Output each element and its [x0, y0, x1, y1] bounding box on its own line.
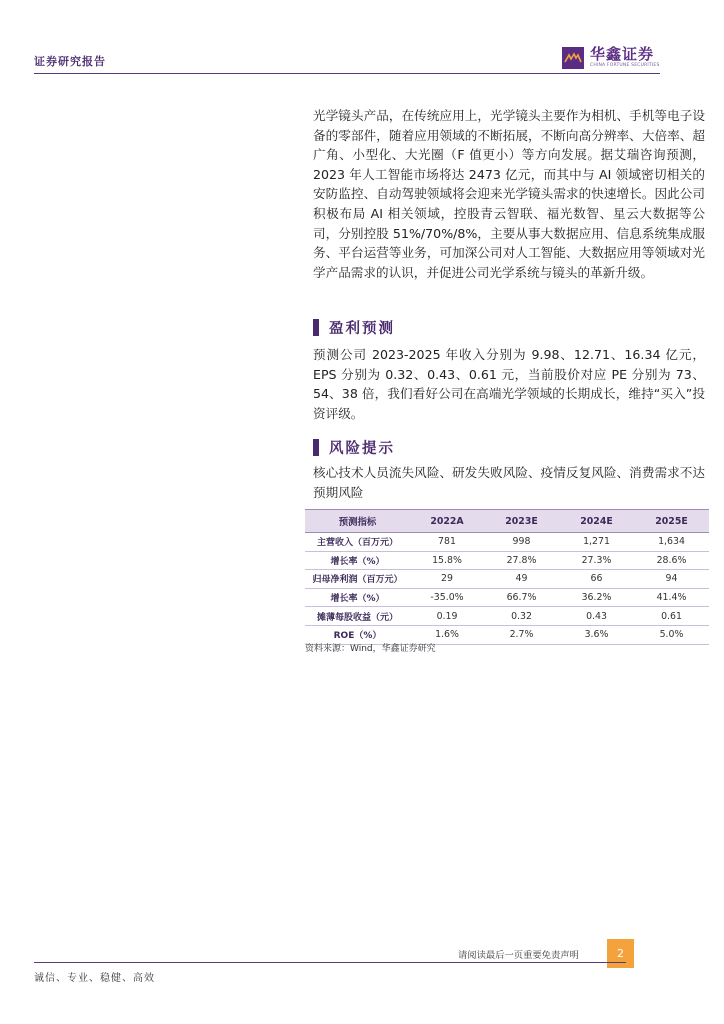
table-row	[305, 588, 709, 607]
section-risk	[313, 437, 705, 502]
row-label: 增长率（%）	[305, 551, 410, 570]
table-row	[305, 607, 709, 626]
table-header-row	[305, 510, 709, 533]
intro-paragraph: 光学镜头产品，在传统应用上，光学镜头主要作为相机、手机等电子设备的零部件，随着应用领域的不断拓展，不断向高分辨率、大倍率、超广角、小型化、大光圈（F 值更小）等方向发展。据艾瑞咨询预测，2023 年人工智能市场将达 2473 亿元，而其中与 AI 领域密切相关的安防监控、自动驾驶领域将会迎来光学镜头需求的快速增长。因此公司积极布局 AI 相关领域，控股青云智联、福光数智、星云大数据等公司，分别控股 51%/70%/8%，主要从事大数据应用、信息系统集成服务、平台运营等业务，可加深公司对人工智能、大数据应用等领域对光学产品需求的认识，并促进公司光学系统与镜头的革新升级。	[313, 108, 705, 280]
table-cell: 0.32	[484, 607, 559, 626]
table-cell: 36.2%	[559, 588, 634, 607]
table-cell: 28.6%	[634, 551, 709, 570]
table-header-cell: 2025E	[634, 510, 709, 533]
table-cell: 49	[484, 570, 559, 589]
table-cell: 41.4%	[634, 588, 709, 607]
table-header-cell: 2024E	[559, 510, 634, 533]
section-title	[313, 437, 705, 458]
intro-block	[313, 106, 705, 282]
section-profit-forecast	[313, 317, 705, 423]
section-body: 核心技术人员流失风险、研发失败风险、疫情反复风险、消费需求不达预期风险	[313, 465, 705, 500]
header-divider	[34, 73, 660, 74]
table-header-cell: 预测指标	[305, 510, 410, 533]
brand-name: 华鑫证券	[590, 45, 655, 63]
table-cell: 66	[559, 570, 634, 589]
table-source-note: 资料来源：Wind，华鑫证券研究	[305, 644, 436, 654]
table-cell: 5.0%	[634, 625, 709, 644]
footer-disclaimer-note: 请阅读最后一页重要免责声明	[458, 950, 579, 961]
section-body: 预测公司 2023-2025 年收入分别为 9.98、12.71、16.34 亿元，EPS 分别为 0.32、0.43、0.61 元，当前股价对应 PE 分别为 73、54、38 倍，我们看好公司在高端光学领域的长期成长，维持“买入”投资评级。	[313, 347, 705, 421]
table-cell: 0.19	[410, 607, 484, 626]
section-title-text: 盈利预测	[329, 321, 395, 337]
row-label: ROE（%）	[305, 625, 410, 644]
table-row	[305, 570, 709, 589]
brand-subtitle: CHINA FORTUNE SECURITIES	[590, 63, 660, 68]
row-label: 主营收入（百万元）	[305, 533, 410, 552]
table-cell: 2.7%	[484, 625, 559, 644]
table-header-cell: 2023E	[484, 510, 559, 533]
table-cell: 1.6%	[410, 625, 484, 644]
row-label: 摊薄每股收益（元）	[305, 607, 410, 626]
table-cell: 0.43	[559, 607, 634, 626]
table-cell: 1,271	[559, 533, 634, 552]
table-cell: 1,634	[634, 533, 709, 552]
table-row	[305, 533, 709, 552]
footer-motto: 诚信、专业、稳健、高效	[34, 973, 155, 984]
table-cell: 29	[410, 570, 484, 589]
table-cell: 998	[484, 533, 559, 552]
row-label: 归母净利润（百万元）	[305, 570, 410, 589]
forecast-table	[305, 509, 709, 645]
table-cell: 94	[634, 570, 709, 589]
table-cell: 0.61	[634, 607, 709, 626]
table-cell: 27.3%	[559, 551, 634, 570]
table-cell: 15.8%	[410, 551, 484, 570]
brand-mark-icon	[562, 47, 584, 69]
section-title	[313, 317, 705, 338]
table-cell: 781	[410, 533, 484, 552]
table-header-cell: 2022A	[410, 510, 484, 533]
header-report-label: 证券研究报告	[34, 55, 106, 68]
footer-divider	[34, 962, 626, 963]
table-cell: -35.0%	[410, 588, 484, 607]
page-number: 2	[607, 939, 634, 968]
section-title-text: 风险提示	[329, 441, 395, 457]
section-marker	[313, 439, 319, 456]
table-cell: 66.7%	[484, 588, 559, 607]
table-row	[305, 551, 709, 570]
table-cell: 27.8%	[484, 551, 559, 570]
row-label: 增长率（%）	[305, 588, 410, 607]
forecast-table-wrapper	[305, 509, 709, 645]
section-marker	[313, 319, 319, 336]
brand-logo	[562, 46, 660, 69]
table-cell: 3.6%	[559, 625, 634, 644]
